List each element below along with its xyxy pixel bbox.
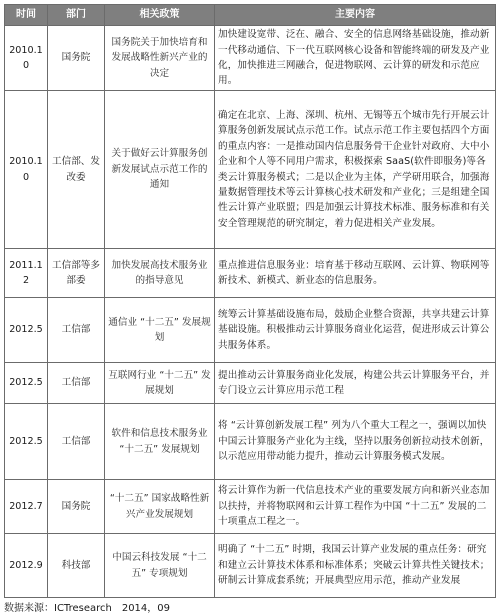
table-row [5,298,496,363]
table-row [5,249,496,298]
row-time: 2010.10 [5,91,48,249]
row-time: 2010.10 [5,26,48,91]
row-policy: “十二五” 国家战略性新兴产业发展规划 [105,480,215,534]
row-department: 国务院 [48,26,105,91]
table-row [5,26,496,91]
row-department: 工信部 [48,363,105,404]
row-content: 提出推动云计算服务商业化发展，构建公共云计算服务平台，并专门设立云计算应用示范工程 [215,363,496,404]
row-policy: 通信业 “十二五” 发展规划 [105,298,215,363]
table-row [5,480,496,534]
row-policy: 国务院关于加快培育和发展战略性新兴产业的决定 [105,26,215,91]
table-header-row [5,5,496,26]
table-row [5,91,496,249]
row-policy: 加快发展高技术服务业的指导意见 [105,249,215,298]
row-time: 2012.7 [5,480,48,534]
row-department: 工信部 [48,404,105,480]
row-content: 将 “云计算创新发展工程” 列为八个重大工程之一，强调以加快中国云计算服务产业化为主线，坚持以服务创新拉动技术创新，以示范应用带动能力提升，推动云计算服务模式发展。 [215,404,496,480]
row-department: 工信部、发改委 [48,91,105,249]
header-time: 时间 [5,5,48,26]
table-row [5,534,496,598]
row-time: 2012.5 [5,298,48,363]
header-policy: 相关政策 [105,5,215,26]
row-content: 确定在北京、上海、深圳、杭州、无锡等五个城市先行开展云计算服务创新发展试点示范工作。试点示范工作主要包括四个方面的重点内容：一是推动国内信息服务骨干企业针对政府、大中小企业和个人等不同用户需求，积极探索 SaaS(软件即服务)等各类云计算服务模式；二是以企业为主体，产学研用联合，加强海量数据管理技术等云计算核心技术研发和产业化；三是组建全国性云计算产业联盟；四是加强云计算技术标准、服务标准和有关安全管理规范的研究制定，着力促进相关产业发展。 [215,91,496,249]
row-time: 2012.9 [5,534,48,598]
table-row [5,363,496,404]
row-content: 统筹云计算基础设施布局，鼓励企业整合资源，共享共建云计算基础设施。积极推动云计算服务商业化运营，促进形成云计算公共服务体系。 [215,298,496,363]
row-department: 国务院 [48,480,105,534]
row-policy: 关于做好云计算服务创新发展试点示范工作的通知 [105,91,215,249]
row-department: 科技部 [48,534,105,598]
data-source-note: 数据来源：ICTresearch 2014，09 [4,603,171,614]
row-policy: 互联网行业 “十二五” 发展规划 [105,363,215,404]
row-policy: 软件和信息技术服务业 “十二五” 发展规划 [105,404,215,480]
policy-table [4,4,496,598]
row-time: 2011.12 [5,249,48,298]
row-content: 加快建设宽带、泛在、融合、安全的信息网络基础设施，推动新一代移动通信、下一代互联网核心设备和智能终端的研发及产业化，加快推进三网融合，促进物联网、云计算的研发和示范应用。 [215,26,496,91]
row-time: 2012.5 [5,363,48,404]
table-row [5,404,496,480]
row-content: 将云计算作为新一代信息技术产业的重要发展方向和新兴业态加以扶持，并将物联网和云计算工程作为中国 “十二五” 发展的二十项重点工程之一。 [215,480,496,534]
header-department: 部门 [48,5,105,26]
row-policy: 中国云科技发展 “十二五” 专项规划 [105,534,215,598]
policy-table-container [4,4,495,598]
row-time: 2012.5 [5,404,48,480]
header-content: 主要内容 [215,5,496,26]
row-department: 工信部 [48,298,105,363]
row-content: 重点推进信息服务业：培育基于移动互联网、云计算、物联网等新技术、新模式、新业态的信息服务。 [215,249,496,298]
row-department: 工信部等多部委 [48,249,105,298]
row-content: 明确了 “十二五” 时期，我国云计算产业发展的重点任务：研究和建立云计算技术体系和标准体系；突破云计算共性关键技术；研制云计算成套系统；开展典型应用示范，推动产业发展 [215,534,496,598]
